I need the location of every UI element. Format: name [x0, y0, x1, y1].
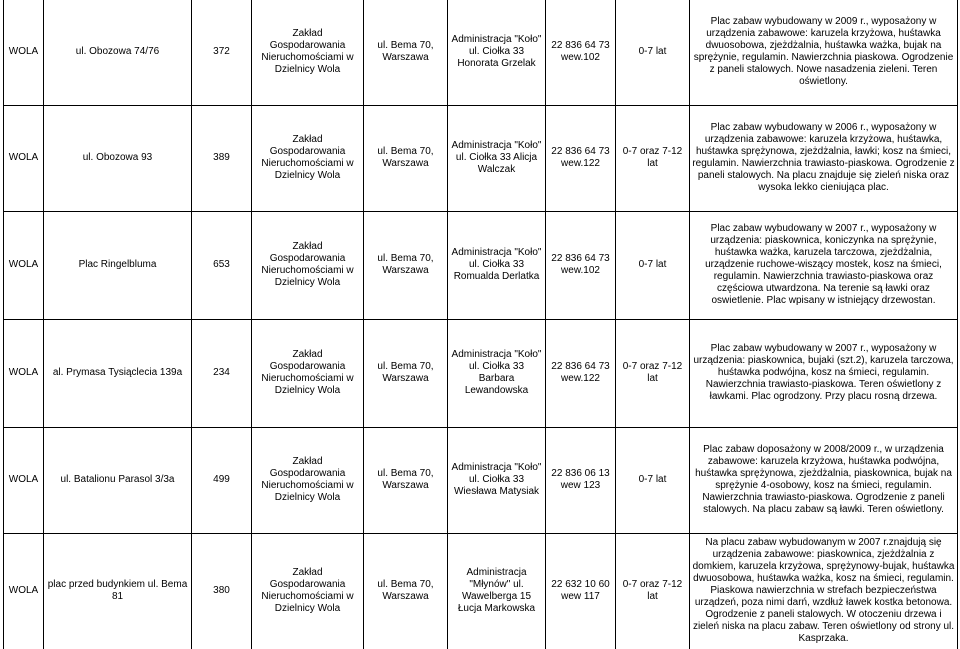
address-cell: Plac Ringelbluma [44, 211, 192, 319]
table-row [4, 105, 958, 211]
phone-cell: 22 836 64 73 wew.102 [546, 211, 616, 319]
administrator-cell: Administracja "Koło" ul. Ciołka 33 Alicja Walczak [448, 105, 546, 211]
phone-cell: 22 836 64 73 wew.102 [546, 0, 616, 105]
age-cell: 0-7 lat [616, 211, 690, 319]
phone-cell: 22 632 10 60 wew 117 [546, 533, 616, 649]
manager-address-cell: ul. Bema 70, Warszawa [364, 211, 448, 319]
description-cell: Plac zabaw doposażony w 2008/2009 r., w urządzenia zabawowe: karuzela krzyżowa, huśtawka podwójna, huśtawka sprężynowa, zjeżdżalnia, piaskownica, bujak na sprężynie 4-osobowy, kosz na śmieci, regulamin. Nawierzchnia trawiasto-piaskowa. Ogrodzenie z paneli stalowych. Na placu zabaw są ławki. Teren oświetlony. [690, 427, 958, 533]
manager-address-cell: ul. Bema 70, Warszawa [364, 105, 448, 211]
age-cell: 0-7 oraz 7-12 lat [616, 105, 690, 211]
administrator-cell: Administracja "Koło" ul. Ciołka 33 Honorata Grzelak [448, 0, 546, 105]
number-cell: 653 [192, 211, 252, 319]
phone-cell: 22 836 06 13 wew 123 [546, 427, 616, 533]
district-cell: WOLA [4, 533, 44, 649]
address-cell: plac przed budynkiem ul. Bema 81 [44, 533, 192, 649]
age-cell: 0-7 lat [616, 427, 690, 533]
manager-name-cell: Zakład Gospodarowania Nieruchomościami w Dzielnicy Wola [252, 0, 364, 105]
district-cell: WOLA [4, 319, 44, 427]
description-cell: Plac zabaw wybudowany w 2007 r., wyposażony w urządzenia: piaskownica, bujaki (szt.2), karuzela tarczowa, huśtawka podwójna, kosz na śmieci, regulamin. Nawierzchnia trawiasto-piaskowa. Teren oświetlony z ławkami. Plac ogrodzony. Przy placu rosną drzewa. [690, 319, 958, 427]
number-cell: 389 [192, 105, 252, 211]
phone-cell: 22 836 64 73 wew.122 [546, 105, 616, 211]
description-cell: Plac zabaw wybudowany w 2006 r., wyposażony w urządzenia zabawowe: karuzela krzyżowa, huśtawka, huśtawka sprężynowa, zjeżdżalnia, ławki; kosz na śmieci, regulamin. Nawierzchnia trawiasto-piaskowa. Ogrodzenie z paneli stalowych. Na placu znajduje się zieleń niska oraz wysoka lekko cieniująca plac. [690, 105, 958, 211]
number-cell: 372 [192, 0, 252, 105]
district-cell: WOLA [4, 427, 44, 533]
phone-cell: 22 836 64 73 wew.122 [546, 319, 616, 427]
manager-name-cell: Zakład Gospodarowania Nieruchomościami w Dzielnicy Wola [252, 319, 364, 427]
table-row [4, 427, 958, 533]
age-cell: 0-7 oraz 7-12 lat [616, 533, 690, 649]
manager-name-cell: Zakład Gospodarowania Nieruchomościami w Dzielnicy Wola [252, 533, 364, 649]
table-row [4, 533, 958, 649]
table-row [4, 0, 958, 105]
manager-address-cell: ul. Bema 70, Warszawa [364, 319, 448, 427]
number-cell: 380 [192, 533, 252, 649]
manager-name-cell: Zakład Gospodarowania Nieruchomościami w Dzielnicy Wola [252, 211, 364, 319]
district-cell: WOLA [4, 211, 44, 319]
manager-name-cell: Zakład Gospodarowania Nieruchomościami w Dzielnicy Wola [252, 105, 364, 211]
table-row [4, 319, 958, 427]
table-row [4, 211, 958, 319]
district-cell: WOLA [4, 105, 44, 211]
description-cell: Plac zabaw wybudowany w 2007 r., wyposażony w urządzenia: piaskownica, koniczynka na sprężynie, huśtawka ważka, karuzela tarczowa, zjeżdżalnia, urządzenie ruchowe-wiszący mostek, kosz na śmieci, regulamin. Nawierzchnia trawiasto-piaskowa oraz częściowa utwardzona. Na terenie są ławki oraz oswietlenie. Plac wpisany w istniejący drzewostan. [690, 211, 958, 319]
manager-address-cell: ul. Bema 70, Warszawa [364, 427, 448, 533]
description-cell: Plac zabaw wybudowany w 2009 r., wyposażony w urządzenia zabawowe: karuzela krzyżowa, huśtawka dwuosobowa, zjeżdżalnia, huśtawka ważka, bujak na sprężynie, regulamin. Nawierzchnia piaskowa. Ogrodzenie z paneli stalowych. Nowe nasadzenia zieleni. Teren oświetlony. [690, 0, 958, 105]
manager-name-cell: Zakład Gospodarowania Nieruchomościami w Dzielnicy Wola [252, 427, 364, 533]
number-cell: 499 [192, 427, 252, 533]
playground-table [3, 0, 958, 649]
administrator-cell: Administracja "Koło" ul. Ciołka 33 Romualda Derlatka [448, 211, 546, 319]
administrator-cell: Administracja "Młynów" ul. Wawelberga 15 Łucja Markowska [448, 533, 546, 649]
address-cell: al. Prymasa Tysiąclecia 139a [44, 319, 192, 427]
address-cell: ul. Obozowa 93 [44, 105, 192, 211]
district-cell: WOLA [4, 0, 44, 105]
number-cell: 234 [192, 319, 252, 427]
age-cell: 0-7 oraz 7-12 lat [616, 319, 690, 427]
administrator-cell: Administracja "Koło" ul. Ciołka 33 Wiesława Matysiak [448, 427, 546, 533]
address-cell: ul. Batalionu Parasol 3/3a [44, 427, 192, 533]
manager-address-cell: ul. Bema 70, Warszawa [364, 0, 448, 105]
age-cell: 0-7 lat [616, 0, 690, 105]
address-cell: ul. Obozowa 74/76 [44, 0, 192, 105]
manager-address-cell: ul. Bema 70, Warszawa [364, 533, 448, 649]
administrator-cell: Administracja "Koło" ul. Ciołka 33 Barbara Lewandowska [448, 319, 546, 427]
description-cell: Na placu zabaw wybudowanym w 2007 r.znajdują się urządzenia zabawowe: piaskownica, zjeżdżalnia z domkiem, karuzela krzyżowa, sprężynowy-bujak, huśtawka dwuosobowa, huśtawka ważka, kosz na śmieci, regulamin. Piaskowa nawierzchnia w strefach bezpieczeństwa urządzeń, poza nimi darń, wzdłuż ławek kostka betonowa. Ogrodzenie z paneli stalowych. W otoczeniu drzewa i zieleń niska na placu zabaw. Teren oświetlony od strony ul. Kasprzaka. [690, 533, 958, 649]
